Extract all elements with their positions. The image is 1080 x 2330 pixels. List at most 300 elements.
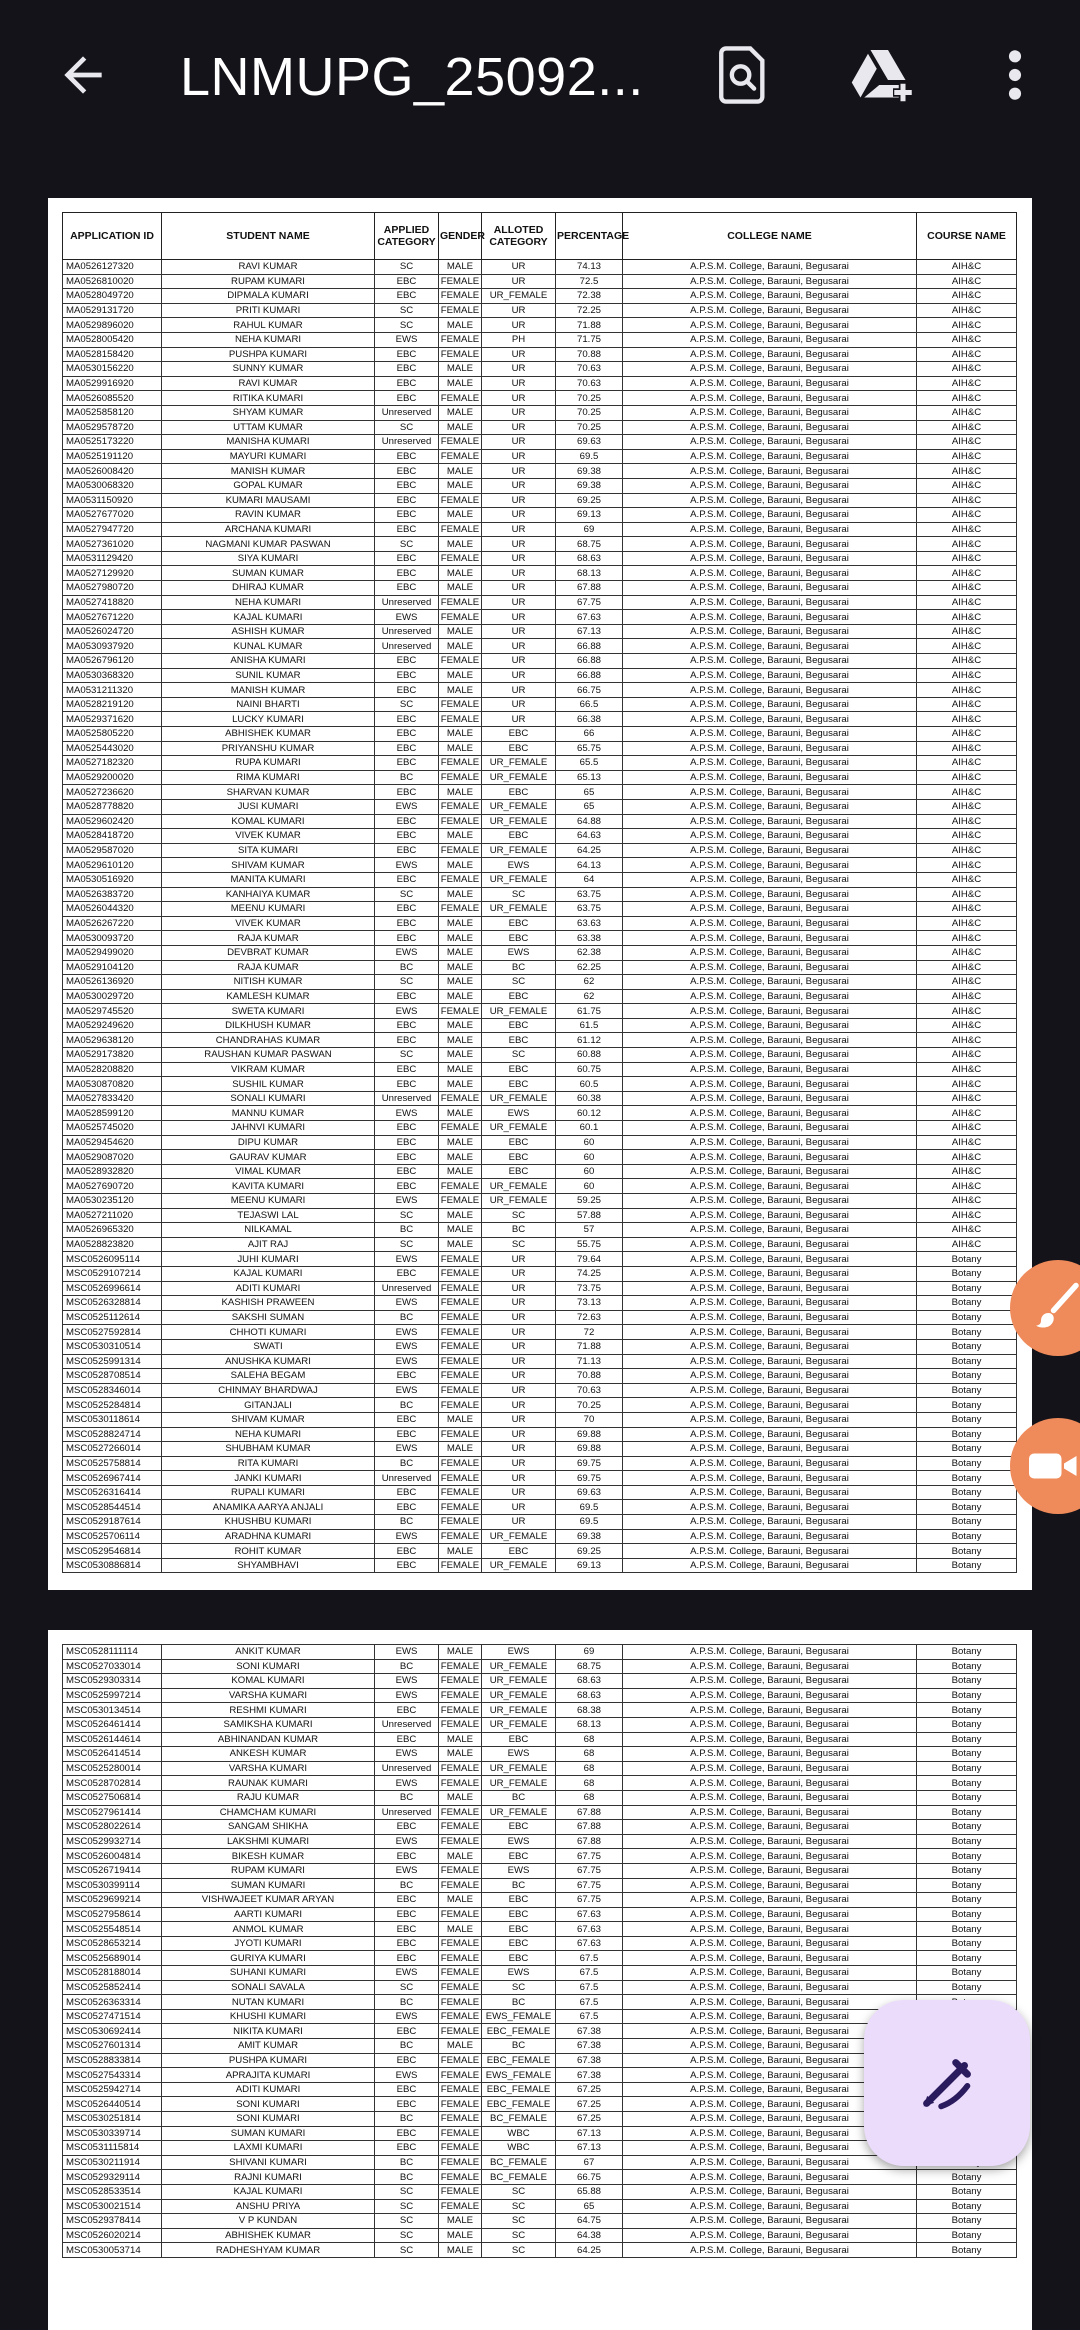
table-cell: MSC0527543314	[63, 2068, 162, 2083]
table-cell: AIH&C	[917, 741, 1017, 756]
table-cell: MANISH KUMAR	[162, 464, 375, 479]
table-row	[63, 260, 1017, 275]
table-cell: UR_FEMALE	[482, 1776, 556, 1791]
table-cell: LUCKY KUMARI	[162, 712, 375, 727]
table-cell: FEMALE	[439, 303, 482, 318]
table-row	[63, 785, 1017, 800]
table-cell: KAJAL KUMARI	[162, 610, 375, 625]
table-cell: UR_FEMALE	[482, 814, 556, 829]
table-cell: A.P.S.M. College, Barauni, Begusarai	[623, 318, 917, 333]
table-cell: A.P.S.M. College, Barauni, Begusarai	[623, 741, 917, 756]
table-cell: FEMALE	[439, 1281, 482, 1296]
table-cell: 65.5	[556, 756, 623, 771]
table-cell: Botany	[917, 1922, 1017, 1937]
table-cell: A.P.S.M. College, Barauni, Begusarai	[623, 624, 917, 639]
table-cell: NUTAN KUMARI	[162, 1995, 375, 2010]
table-cell: MALE	[439, 537, 482, 552]
table-cell: MALE	[439, 1033, 482, 1048]
table-cell: MANITA KUMARI	[162, 872, 375, 887]
table-cell: 67.63	[556, 610, 623, 625]
table-cell: A.P.S.M. College, Barauni, Begusarai	[623, 843, 917, 858]
table-cell: MA0529587020	[63, 843, 162, 858]
table-cell: MALE	[439, 1732, 482, 1747]
table-cell: MSC0530134514	[63, 1703, 162, 1718]
table-row	[63, 303, 1017, 318]
table-cell: A.P.S.M. College, Barauni, Begusarai	[623, 1558, 917, 1573]
table-cell: SC	[482, 975, 556, 990]
table-cell: EWS	[482, 858, 556, 873]
table-cell: 69.25	[556, 493, 623, 508]
table-cell: FEMALE	[439, 2184, 482, 2199]
table-row	[63, 435, 1017, 450]
table-cell: MSC0530310514	[63, 1339, 162, 1354]
table-row	[63, 1062, 1017, 1077]
table-cell: MSC0526316414	[63, 1485, 162, 1500]
table-cell: A.P.S.M. College, Barauni, Begusarai	[623, 595, 917, 610]
table-cell: MSC0525852414	[63, 1980, 162, 1995]
table-cell: ANMOL KUMAR	[162, 1922, 375, 1937]
table-cell: DILKHUSH KUMAR	[162, 1018, 375, 1033]
table-row	[63, 2214, 1017, 2229]
save-to-drive-button[interactable]	[848, 40, 918, 110]
table-cell: 62	[556, 975, 623, 990]
table-cell: A.P.S.M. College, Barauni, Begusarai	[623, 1515, 917, 1530]
table-cell: MA0529638120	[63, 1033, 162, 1048]
table-row	[63, 1907, 1017, 1922]
table-cell: AIH&C	[917, 1164, 1017, 1179]
table-cell: 67.75	[556, 1863, 623, 1878]
table-cell: EBC	[482, 1907, 556, 1922]
table-cell: MALE	[439, 1048, 482, 1063]
table-cell: A.P.S.M. College, Barauni, Begusarai	[623, 1893, 917, 1908]
table-cell: EBC	[482, 1077, 556, 1092]
table-cell: ADITI KUMARI	[162, 1281, 375, 1296]
table-cell: A.P.S.M. College, Barauni, Begusarai	[623, 1208, 917, 1223]
table-cell: UR	[482, 449, 556, 464]
table-row	[63, 727, 1017, 742]
table-cell: ANISHA KUMARI	[162, 654, 375, 669]
table-cell: 65	[556, 785, 623, 800]
table-cell: A.P.S.M. College, Barauni, Begusarai	[623, 1732, 917, 1747]
table-cell: MA0525805220	[63, 727, 162, 742]
table-cell: ABHISHEK KUMAR	[162, 2228, 375, 2243]
table-cell: MSC0526328814	[63, 1296, 162, 1311]
table-cell: MALE	[439, 960, 482, 975]
table-cell: MALE	[439, 858, 482, 873]
table-cell: 69.63	[556, 435, 623, 450]
table-cell: EBC	[375, 1544, 439, 1559]
table-cell: AIH&C	[917, 1237, 1017, 1252]
table-row	[63, 1442, 1017, 1457]
table-cell: UR_FEMALE	[482, 1558, 556, 1573]
table-cell: MA0527182320	[63, 756, 162, 771]
table-cell: A.P.S.M. College, Barauni, Begusarai	[623, 1717, 917, 1732]
table-cell: EBC	[375, 1732, 439, 1747]
table-cell: EWS	[375, 610, 439, 625]
table-cell: 73.13	[556, 1296, 623, 1311]
table-cell: RAJU KUMAR	[162, 1790, 375, 1805]
table-cell: MALE	[439, 2228, 482, 2243]
table-cell: A.P.S.M. College, Barauni, Begusarai	[623, 1150, 917, 1165]
table-cell: BC_FEMALE	[482, 2170, 556, 2185]
table-cell: 67.25	[556, 2112, 623, 2127]
table-cell: UR	[482, 1325, 556, 1340]
table-cell: 69.38	[556, 464, 623, 479]
table-cell: A.P.S.M. College, Barauni, Begusarai	[623, 1091, 917, 1106]
table-cell: 68	[556, 1747, 623, 1762]
table-cell: BC	[375, 2170, 439, 2185]
table-cell: EBC	[375, 1907, 439, 1922]
table-cell: EBC	[482, 1936, 556, 1951]
table-cell: AIH&C	[917, 1018, 1017, 1033]
table-cell: A.P.S.M. College, Barauni, Begusarai	[623, 1135, 917, 1150]
table-cell: UR_FEMALE	[482, 843, 556, 858]
table-cell: Botany	[917, 1980, 1017, 1995]
table-cell: EWS	[375, 1296, 439, 1311]
table-cell: UR	[482, 697, 556, 712]
table-cell: SHIVAM KUMAR	[162, 1412, 375, 1427]
table-cell: A.P.S.M. College, Barauni, Begusarai	[623, 1995, 917, 2010]
table-cell: 60	[556, 1164, 623, 1179]
table-row	[63, 1500, 1017, 1515]
table-cell: VISHWAJEET KUMAR ARYAN	[162, 1893, 375, 1908]
table-cell: AARTI KUMARI	[162, 1907, 375, 1922]
table-row	[63, 1544, 1017, 1559]
table-cell: Botany	[917, 1325, 1017, 1340]
table-cell: 69.13	[556, 1558, 623, 1573]
table-cell: A.P.S.M. College, Barauni, Begusarai	[623, 1412, 917, 1427]
table-cell: 57	[556, 1223, 623, 1238]
table-cell: FEMALE	[439, 1252, 482, 1267]
table-cell: 66.75	[556, 683, 623, 698]
table-cell: MALE	[439, 741, 482, 756]
table-cell: FEMALE	[439, 1296, 482, 1311]
table-cell: DEVBRAT KUMAR	[162, 945, 375, 960]
table-row	[63, 581, 1017, 596]
table-cell: 67.5	[556, 2009, 623, 2024]
table-cell: 57.88	[556, 1208, 623, 1223]
table-cell: UR_FEMALE	[482, 1717, 556, 1732]
drive-add-icon	[848, 43, 918, 107]
table-cell: A.P.S.M. College, Barauni, Begusarai	[623, 405, 917, 420]
table-cell: A.P.S.M. College, Barauni, Begusarai	[623, 785, 917, 800]
table-cell: MALE	[439, 1223, 482, 1238]
table-cell: SONI KUMARI	[162, 1659, 375, 1674]
table-cell: MSC0529107214	[63, 1266, 162, 1281]
table-cell: A.P.S.M. College, Barauni, Begusarai	[623, 654, 917, 669]
table-cell: FEMALE	[439, 1674, 482, 1689]
table-cell: FEMALE	[439, 1995, 482, 2010]
table-cell: MSC0528824714	[63, 1427, 162, 1442]
table-cell: A.P.S.M. College, Barauni, Begusarai	[623, 332, 917, 347]
table-cell: EWS	[375, 1354, 439, 1369]
table-cell: FEMALE	[439, 1834, 482, 1849]
table-cell: MA0529173820	[63, 1048, 162, 1063]
table-cell: EWS	[375, 1863, 439, 1878]
table-cell: EBC	[375, 902, 439, 917]
table-cell: AIH&C	[917, 945, 1017, 960]
table-cell: AIH&C	[917, 712, 1017, 727]
back-button[interactable]	[48, 40, 118, 110]
table-cell: NEHA KUMARI	[162, 1427, 375, 1442]
table-cell: 67.88	[556, 1834, 623, 1849]
table-cell: EBC	[375, 1062, 439, 1077]
table-cell: AIH&C	[917, 916, 1017, 931]
table-cell: 70.25	[556, 391, 623, 406]
table-cell: BC	[375, 1995, 439, 2010]
table-cell: 67.75	[556, 1878, 623, 1893]
table-cell: VIMAL KUMAR	[162, 1164, 375, 1179]
table-cell: EBC	[375, 2126, 439, 2141]
table-cell: MALE	[439, 1922, 482, 1937]
table-cell: MA0528418720	[63, 829, 162, 844]
table-cell: UR_FEMALE	[482, 1179, 556, 1194]
table-cell: MSC0526440514	[63, 2097, 162, 2112]
table-cell: MALE	[439, 1790, 482, 1805]
table-cell: 71.13	[556, 1354, 623, 1369]
table-cell: AIH&C	[917, 537, 1017, 552]
table-cell: MA0528599120	[63, 1106, 162, 1121]
table-cell: 67.88	[556, 581, 623, 596]
table-cell: UR	[482, 347, 556, 362]
table-cell: MALE	[439, 420, 482, 435]
table-cell: MA0528778820	[63, 799, 162, 814]
table-cell: FEMALE	[439, 493, 482, 508]
table-cell: UR	[482, 654, 556, 669]
table-cell: A.P.S.M. College, Barauni, Begusarai	[623, 1805, 917, 1820]
table-cell: RUPAM KUMARI	[162, 274, 375, 289]
table-cell: A.P.S.M. College, Barauni, Begusarai	[623, 464, 917, 479]
table-cell: AIH&C	[917, 391, 1017, 406]
table-row	[63, 274, 1017, 289]
table-cell: KHUSHI KUMARI	[162, 2009, 375, 2024]
table-cell: MALE	[439, 1237, 482, 1252]
table-cell: LAKSHMI KUMARI	[162, 1834, 375, 1849]
table-cell: MSC0525112614	[63, 1310, 162, 1325]
table-cell: A.P.S.M. College, Barauni, Begusarai	[623, 1500, 917, 1515]
table-cell: EBC	[375, 1922, 439, 1937]
table-cell: DIPMALA KUMARI	[162, 289, 375, 304]
table-cell: FEMALE	[439, 1471, 482, 1486]
table-row	[63, 508, 1017, 523]
table-cell: EBC	[375, 829, 439, 844]
table-cell: EBC	[482, 1922, 556, 1937]
table-cell: Botany	[917, 1529, 1017, 1544]
table-row	[63, 2199, 1017, 2214]
more-options-button[interactable]	[980, 40, 1050, 110]
table-cell: A.P.S.M. College, Barauni, Begusarai	[623, 1790, 917, 1805]
table-cell: FEMALE	[439, 1863, 482, 1878]
table-cell: MANISH KUMAR	[162, 683, 375, 698]
table-cell: A.P.S.M. College, Barauni, Begusarai	[623, 1339, 917, 1354]
table-cell: A.P.S.M. College, Barauni, Begusarai	[623, 975, 917, 990]
table-cell: 67.88	[556, 1805, 623, 1820]
table-cell: UR_FEMALE	[482, 872, 556, 887]
table-cell: Botany	[917, 1688, 1017, 1703]
table-row	[63, 1194, 1017, 1209]
table-cell: SC	[375, 1048, 439, 1063]
table-cell: AIH&C	[917, 1121, 1017, 1136]
table-cell: EBC	[375, 872, 439, 887]
table-cell: FEMALE	[439, 1529, 482, 1544]
table-cell: AIH&C	[917, 493, 1017, 508]
table-cell: AIH&C	[917, 814, 1017, 829]
table-cell: RAJA KUMAR	[162, 960, 375, 975]
table-cell: FEMALE	[439, 1980, 482, 1995]
table-cell: A.P.S.M. College, Barauni, Begusarai	[623, 1980, 917, 1995]
table-cell: FEMALE	[439, 551, 482, 566]
table-cell: FEMALE	[439, 1878, 482, 1893]
table-cell: FEMALE	[439, 2024, 482, 2039]
table-cell: EBC	[375, 1150, 439, 1165]
table-cell: SC	[375, 887, 439, 902]
column-header: APPLIED CATEGORY	[375, 213, 439, 260]
table-cell: AIH&C	[917, 858, 1017, 873]
table-cell: JAHNVI KUMARI	[162, 1121, 375, 1136]
table-cell: SHIVAM KUMAR	[162, 858, 375, 873]
table-cell: FEMALE	[439, 1369, 482, 1384]
table-cell: PRITI KUMARI	[162, 303, 375, 318]
table-cell: 69.75	[556, 1456, 623, 1471]
table-cell: 62	[556, 989, 623, 1004]
table-cell: 64.13	[556, 858, 623, 873]
table-cell: 68.13	[556, 566, 623, 581]
table-row	[63, 1790, 1017, 1805]
table-cell: FEMALE	[439, 1091, 482, 1106]
table-cell: EWS	[375, 1966, 439, 1981]
table-cell: MA0526267220	[63, 916, 162, 931]
table-cell: MALE	[439, 639, 482, 654]
table-cell: EBC	[375, 712, 439, 727]
table-cell: 70.25	[556, 405, 623, 420]
table-cell: A.P.S.M. College, Barauni, Begusarai	[623, 274, 917, 289]
table-cell: UR_FEMALE	[482, 770, 556, 785]
table-cell: AIH&C	[917, 464, 1017, 479]
table-cell: 62.38	[556, 945, 623, 960]
table-cell: MA0529602420	[63, 814, 162, 829]
table-cell: EWS	[375, 1674, 439, 1689]
table-cell: Botany	[917, 1936, 1017, 1951]
table-cell: RADHESHYAM KUMAR	[162, 2243, 375, 2258]
table-row	[63, 1004, 1017, 1019]
table-cell: FEMALE	[439, 1717, 482, 1732]
table-row	[63, 1325, 1017, 1340]
table-row	[63, 1805, 1017, 1820]
table-cell: A.P.S.M. College, Barauni, Begusarai	[623, 945, 917, 960]
table-cell: AIH&C	[917, 376, 1017, 391]
table-cell: MALE	[439, 362, 482, 377]
table-row	[63, 1529, 1017, 1544]
edit-pdf-button[interactable]	[864, 2000, 1030, 2166]
table-cell: MANISHA KUMARI	[162, 435, 375, 450]
table-row	[63, 989, 1017, 1004]
table-cell: UR	[482, 1310, 556, 1325]
table-cell: MALE	[439, 1106, 482, 1121]
table-cell: VIVEK KUMAR	[162, 829, 375, 844]
table-cell: 66.38	[556, 712, 623, 727]
table-cell: 63.75	[556, 902, 623, 917]
table-cell: EBC	[375, 362, 439, 377]
table-cell: MA0527129920	[63, 566, 162, 581]
table-row	[63, 1266, 1017, 1281]
table-cell: V P KUNDAN	[162, 2214, 375, 2229]
table-cell: BC	[375, 1223, 439, 1238]
table-cell: 67.75	[556, 595, 623, 610]
table-cell: AIH&C	[917, 435, 1017, 450]
table-cell: A.P.S.M. College, Barauni, Begusarai	[623, 1863, 917, 1878]
table-row	[63, 464, 1017, 479]
table-cell: FEMALE	[439, 2082, 482, 2097]
column-header: GENDER	[439, 213, 482, 260]
table-cell: AIH&C	[917, 522, 1017, 537]
table-cell: AIH&C	[917, 727, 1017, 742]
table-cell: A.P.S.M. College, Barauni, Begusarai	[623, 1062, 917, 1077]
search-document-button[interactable]	[708, 40, 778, 110]
table-cell: MSC0525991314	[63, 1354, 162, 1369]
table-cell: MALE	[439, 464, 482, 479]
table-cell: Botany	[917, 1412, 1017, 1427]
table-cell: 60.1	[556, 1121, 623, 1136]
table-cell: MSC0526020214	[63, 2228, 162, 2243]
table-cell: FEMALE	[439, 654, 482, 669]
table-row	[63, 493, 1017, 508]
table-cell: EBC	[375, 916, 439, 931]
table-cell: BC_FEMALE	[482, 2112, 556, 2127]
table-cell: EWS	[482, 1863, 556, 1878]
table-cell: SC	[482, 2243, 556, 2258]
table-cell: VARSHA KUMARI	[162, 1761, 375, 1776]
table-cell: EWS	[375, 799, 439, 814]
table-cell: FEMALE	[439, 814, 482, 829]
table-cell: AIH&C	[917, 289, 1017, 304]
table-cell: 67.63	[556, 1907, 623, 1922]
table-cell: 69	[556, 522, 623, 537]
table-cell: 70.63	[556, 362, 623, 377]
table-cell: UR	[482, 1500, 556, 1515]
table-cell: SITA KUMARI	[162, 843, 375, 858]
table-cell: FEMALE	[439, 1907, 482, 1922]
table-cell: FEMALE	[439, 435, 482, 450]
table-cell: AIH&C	[917, 581, 1017, 596]
table-cell: BC	[375, 1515, 439, 1530]
table-cell: ABHINANDAN KUMAR	[162, 1732, 375, 1747]
table-cell: A.P.S.M. College, Barauni, Begusarai	[623, 1018, 917, 1033]
table-cell: 70.88	[556, 1369, 623, 1384]
table-cell: MSC0529932714	[63, 1834, 162, 1849]
table-row	[63, 931, 1017, 946]
table-cell: 67.5	[556, 1995, 623, 2010]
table-cell: BC	[482, 1995, 556, 2010]
table-cell: SAMIKSHA KUMARI	[162, 1717, 375, 1732]
table-cell: EBC	[375, 1077, 439, 1092]
column-header: STUDENT NAME	[162, 213, 375, 260]
app-top-bar	[0, 0, 1080, 160]
table-row	[63, 1427, 1017, 1442]
table-row	[63, 960, 1017, 975]
table-cell: FEMALE	[439, 2053, 482, 2068]
table-cell: SC	[375, 2214, 439, 2229]
table-cell: AIH&C	[917, 799, 1017, 814]
table-cell: EWS	[375, 1339, 439, 1354]
table-row	[63, 391, 1017, 406]
table-cell: EBC	[482, 741, 556, 756]
table-cell: 64.75	[556, 2214, 623, 2229]
table-cell: A.P.S.M. College, Barauni, Begusarai	[623, 508, 917, 523]
table-cell: AIH&C	[917, 566, 1017, 581]
table-cell: MSC0526461414	[63, 1717, 162, 1732]
table-cell: EBC	[375, 464, 439, 479]
table-cell: GITANJALI	[162, 1398, 375, 1413]
